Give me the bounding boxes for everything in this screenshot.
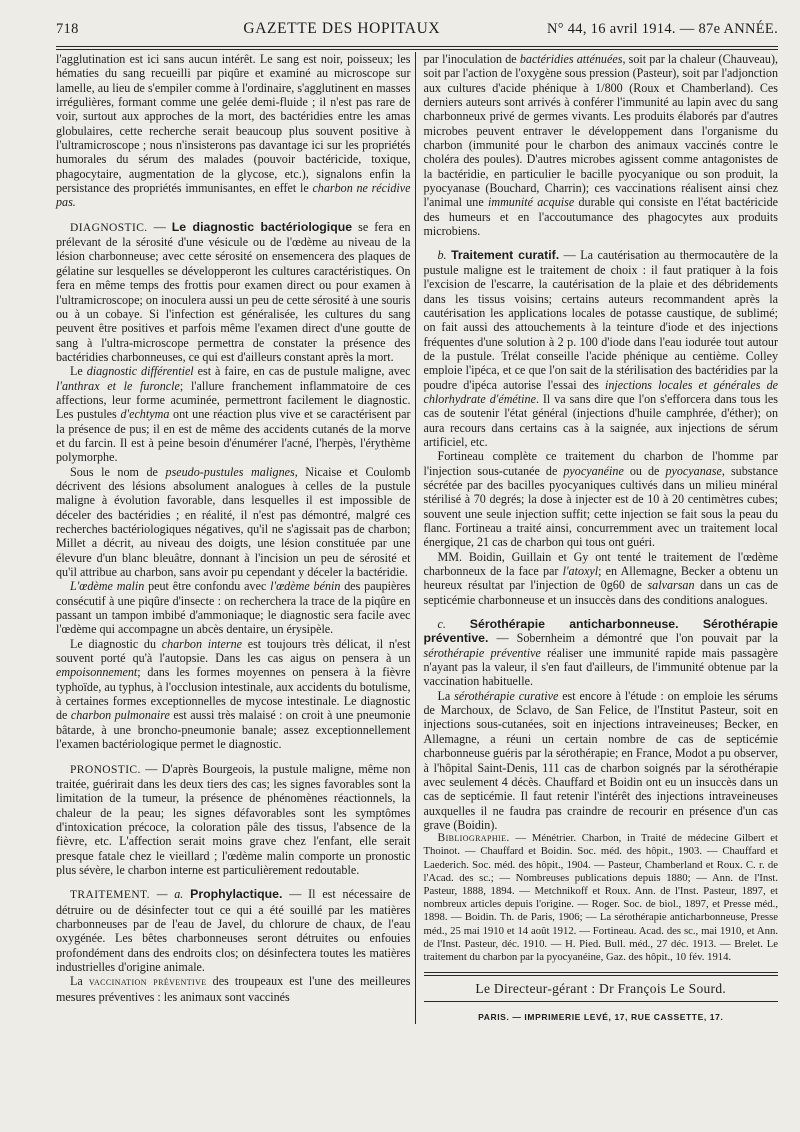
paragraph: Sous le nom de pseudo-pustules malignes, Nicaise et Coulomb décrivent des lésions absolument analogues à celles de la pustule maligne à évolution favorable, dans lesquelles il est impossible de déceler des bactéridies ; en réalité, il n'est pas démontré, malgré ces recherches bactériologiques négatives, qu'il ne s'agissait pas de charbon; Millet a décrit, au niveau des doigts, une lésion constituée par une élevure d'un blanc bleuâtre, donnant à l'incision un peu de sérosité et qu'il attribue au charbon, sans avoir pu cependant y déceler la bactéridie. bbox=[56, 464, 411, 580]
paragraph: Fortineau complète ce traitement du charbon de l'homme par l'injection sous-cutanée de pyocyanéine ou de pyocyanase, substance sécrétée par des bacilles pyocyaniques cultivés dans un milieu minéral stérilisé à 70 degrés; la dose à injecter est de 10 à 20 centimètres cubes; souvent une seule injection suffit; cette injection se fait sous la peau du flanc. Fortineau a traité ainsi, concurremment avec un traitement local énergique, 21 cas de charbon qui tous ont guéri. bbox=[423, 449, 778, 550]
right-column bbox=[416, 52, 779, 1024]
paragraph: Le diagnostic différentiel est à faire, en cas de pustule maligne, avec l'anthrax et le furoncle; l'allure franchement inflammatoire de ces affections, leur forme acuminée, permettront facilement le diagnostic. Les pustules d'echtyma ont une réaction plus vive et se caractérisent par la présence de pus; il en est de même des accidents cutanés de la morve et du farcin. Il est à peine besoin d'énumérer l'acné, l'herpès, l'érythème polymorphe. bbox=[56, 364, 411, 465]
paragraph: L'œdème malin peut être confondu avec l'œdème bénin des paupières consécutif à une piqûre d'insecte : on recherchera la trace de la piqûre en passant un tampon imbibé d'ammoniaque; le diagnostic sera facile avec l'œdème qui accompagne un abcès dentaire, un érysipèle. bbox=[56, 579, 411, 637]
footer-rule bbox=[424, 1001, 779, 1002]
bibliography: Bibliographie. — Ménétrier. Charbon, in Traité de médecine Gilbert et Thoinot. — Chauffard et Boidin. Soc. méd. des hôpit., 1903. — Chauffard et Laederich. Soc. méd. des hôpit., 1904. — Pasteur, Chamberland et Roux. C. r. de l'Acad. des sc.; — Nombreuses publications depuis 1880; — Ann. de l'Inst. Pasteur, 1888, 1894. — Metchnikoff et Roux. Ann. de l'Inst. Pasteur, 1897, et nombreux articles depuis l'origine. — Roger. Soc. de biol., 1897, et Presse méd., 1898. — Boidin. Th. de Paris, 1906; — La sérothérapie anticharbonneuse, Presse méd., 25 mai 1910 et 14 août 1912. — Fortineau. Acad. des sc., mai 1910, et Ann. de l'Inst. Pasteur, déc. 1910. — H. Pied. Bull. méd., 27 déc. 1913. — Brelet. Le traitement du charbon par la pyocyanéine, Gaz. des hôpit., 10 fév. 1914. bbox=[423, 832, 779, 964]
traitement-section: TRAITEMENT. — a. Prophylactique. — Il est nécessaire de détruire ou de désinfecter tout ce qui a été souillé par les matières charbonneuses par de l'eau de Javel, du chlorure de chaux, de l'eau oxygénée. Les bêtes charbonneuses seront détruites ou enfouies profondément dans des endroits clos; on désinfectera toutes les matières industrielles d'origine animale. bbox=[56, 887, 411, 974]
page-header bbox=[56, 20, 778, 42]
issue-line: N° 44, 16 avril 1914. — 87e ANNÉE. bbox=[546, 21, 778, 37]
paragraph: par l'inoculation de bactéridies atténuées, soit par la chaleur (Chauveau), soit par l'action de l'oxygène sous pression (Pasteur), soit par l'adjonction aux cultures d'acide phénique à 1/800 (Roux et Chamberland). Ces derniers auteurs sont arrivés à conférer l'immunité au lapin avec du sang charbonneux privé de germes vivants. Les produits élaborés par d'autres microbes peuvent entraver le développement dans l'organisme du charbon (immunité pour le charbon des animaux vaccinés contre le choléra des poules). D'autres microbes agissent comme antagonistes de la bactéridie, en particulier le bacille pyocyanique ou son produit, la pyocyanase (Bouchard, Charrin); ces vaccinations réalisent ainsi chez l'animal une immunité acquise durable qui consiste en l'état bactéricide des humeurs et en l'accoutumance des phagocytes aux produits microbiens. bbox=[423, 52, 778, 239]
footer-rule bbox=[424, 972, 779, 976]
printer-line: PARIS. — IMPRIMERIE LEVÉ, 17, RUE CASSETTE, 17. bbox=[478, 1011, 724, 1022]
diagnostic-section: DIAGNOSTIC. — Le diagnostic bactériologique se fera en prélevant de la sérosité d'une vésicule ou de l'œdème au niveau de la lésion charbonneuse; avec cette sérosité on ensemencera des plaques de gélatine sur lesquelles se développeront les cultures caractéristiques. On fera en même temps des frottis pour examen direct ou pour examen à l'ultramicroscope; on inoculera aussi un peu de cette sérosité à une souris ou à un cobaye. Si l'infection est généralisée, les cultures du sang peuvent être positives et parfois même l'examen direct d'une goutte de sang à l'ultra-microscope permettra de constater la présence des bactéridies charbonneuses, ce qui est d'ailleurs constant après la mort. bbox=[56, 219, 411, 364]
journal-title: GAZETTE DES HOPITAUX bbox=[243, 20, 441, 37]
pronostic-section: PRONOSTIC. — D'après Bourgeois, la pustule maligne, même non traitée, guérirait dans les deux tiers des cas; les signes favorables sont la limitation de la tumeur, la présence de phénomènes réactionnels, la chaleur de la peau; les signes défavorables sont les symptômes d'intoxication précoce, la coloration pâle des tissus, l'absence de la fièvre, etc. L'affection serait moins grave chez l'enfant, elle serait presque fatale chez le vieillard ; l'œdème malin comporte un pronostic plus sévère, le charbon interne est particulièrement redoutable. bbox=[56, 761, 411, 877]
left-column bbox=[56, 52, 416, 1024]
serotherapie-section: c. Sérothérapie anticharbonneuse. Sérothérapie préventive. — Sobernheim a démontré que l'on pouvait par la sérothérapie préventive réaliser une immunité rapide mais passagère n'ayant pas la valeur, il s'en faut d'ailleurs, de l'immunité obtenue par la vaccination habituelle. bbox=[423, 617, 778, 689]
paragraph: MM. Boidin, Guillain et Gy ont tenté le traitement de l'œdème charbonneux de la face par l'atoxyl; en Allemagne, Becker a obtenu un heureux résultat par l'injection de 0g60 de salvarsan dans un cas de septicémie charbonneuse et un insuccès dans des conditions analogues. bbox=[423, 549, 778, 607]
columns bbox=[56, 52, 778, 1024]
traitement-curatif-section: b. Traitement curatif. — La cautérisation au thermocautère de la pustule maligne est le traitement de choix : il faut pratiquer à la fois l'excision de l'escarre, la cautérisation de la plaie et des débridements dans les tissus voisins; certains auteurs recommandent après la cautérisation les applications locales de potasse caustique, de sublimé; on fait aussi des attouchements à la teinture d'iode et des injections fréquentes d'une solution à 2 p. 100 d'iode dans l'eau iodurée tout autour de la pustule. Trélat conseille l'acide phénique au centième. Colley emploie l'ipéca, et ce que l'on sait de la stérilisation des bactéridies par la poudre d'ipéca autorise l'essai des injections locales et générales de chlorhydrate d'émétine. Il va sans dire que l'on s'efforcera dans tous les cas de soutenir l'état général (injections d'huile camphrée, d'éther); on aura recours dans certains cas à la saignée, aux injections de sérum artificiel, etc. bbox=[423, 248, 778, 449]
paragraph: l'agglutination est ici sans aucun intérêt. Le sang est noir, poisseux; les hématies du sang recueilli par piqûre et examiné au microscope sur lamelle, au lieu de s'empiler comme à l'ordinaire, s'agglutinent en masses irrégulières, formant comme une gelée demi-fluide ; il n'est pas rare de voir, surtout aux approches de la mort, des bactéridies entre les amas globulaires, cette recherche serait beaucoup plus souvent positive à l'ultramicroscope ; nous n'insisterons pas davantage ici sur les propriétés humorales du sérum des malades (pouvoir bactéricide, toxique, phagocytaire, augmentation de la glycose, etc.), signalons enfin la persistance des propriétés immunisantes, en effet le charbon ne récidive pas. bbox=[56, 52, 411, 210]
paragraph: La sérothérapie curative est encore à l'étude : on emploie les sérums de Marchoux, de Sclavo, de San Felice, de l'Institut Pasteur, soit en injections sous-cutanées, soit en injections intraveineuses; Becker, en Allemagne, a réuni un certain nombre de cas de septicémie charbonneuse guéris par la sérothérapie; en France, Modot a pu observer, à l'hôpital Saint-Denis, 111 cas de charbon soignés par la sérothérapie avec seulement 4 décès. Chauffard et Boidin ont eu un insuccès dans un cas de septicémie. Il faut retenir l'intérêt des injections intraveineuses auxquelles il ne faudra pas craindre de recourir en présence d'un cas grave (Boidin). bbox=[423, 688, 778, 832]
paragraph: La vaccination préventive des troupeaux est l'une des meilleures mesures préventives : les animaux sont vaccinés bbox=[56, 974, 411, 1004]
header-rule bbox=[56, 46, 778, 50]
paragraph: Le diagnostic du charbon interne est toujours très délicat, il n'est souvent porté qu'à l'autopsie. Dans les cas aigus on pensera à un empoisonnement; dans les formes moyennes on pensera à la fièvre typhoïde, au typhus, à l'occlusion intestinale, aux accidents du botulisme, à certaines formes exceptionnelles de mycose intestinale. Le diagnostic de charbon pulmonaire est aussi très malaisé : on croit à une pneumonie bâtarde, à une broncho-pneumonie banale; assez exceptionnellement l'examen bactériologique permet le diagnostic. bbox=[56, 636, 411, 752]
director-line: Le Directeur-gérant : Dr François Le Sourd. bbox=[475, 981, 727, 997]
page-number: 718 bbox=[56, 21, 79, 37]
